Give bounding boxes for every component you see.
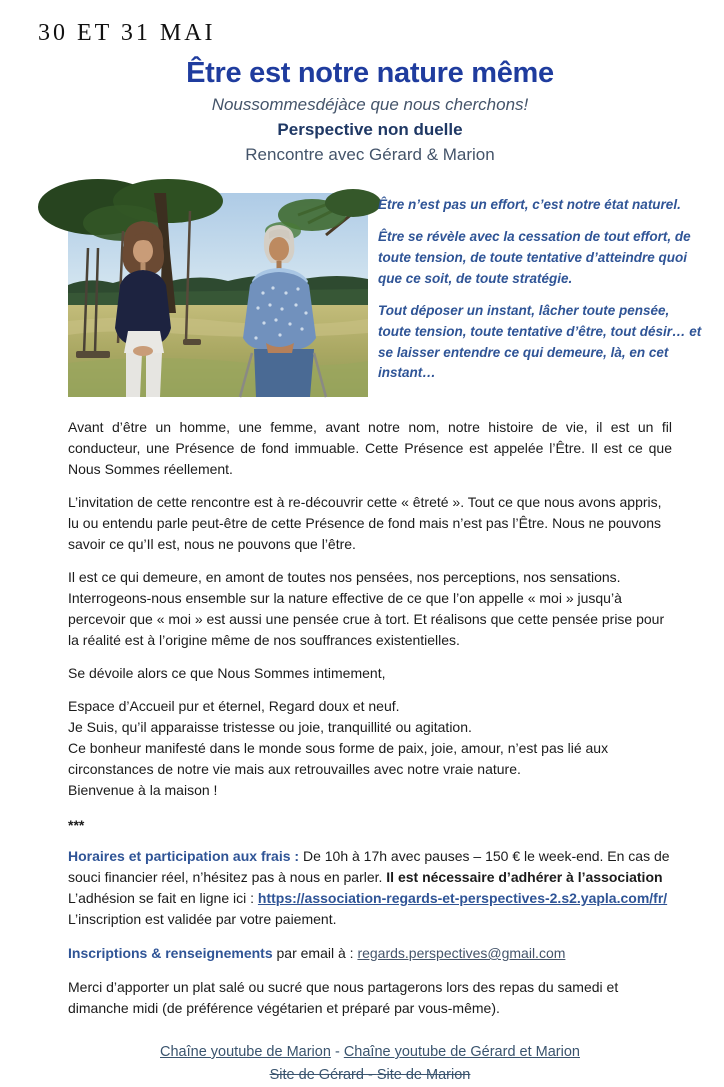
registration-prefix: par email à : — [272, 945, 358, 961]
body-paragraph-3-line-1: Il est ce qui demeure, en amont de toutes nos pensées, nos perceptions, nos sensations. — [68, 569, 621, 585]
subtitle-perspective: Perspective non duelle — [277, 120, 463, 139]
body-paragraph-5-line-1: Espace d’Accueil pur et éternel, Regard doux et neuf. — [68, 698, 400, 714]
site-marion-link[interactable]: Site de Marion — [376, 1067, 471, 1084]
body-paragraph-4: Se dévoile alors ce que Nous Sommes intimement, — [68, 665, 386, 681]
youtube-marion-link[interactable]: Chaîne youtube de Marion — [160, 1044, 331, 1060]
subtitle-tagline: Noussommesdéjàce que nous cherchons! — [211, 95, 529, 114]
registration-label: Inscriptions & renseignements — [68, 945, 273, 961]
link-separator: - — [363, 1067, 377, 1084]
body-paragraph-2: L’invitation de cette rencontre est à re-découvrir cette « êtreté ». Tout ce que nous avons appris, lu ou entendu parle peut-être de cette Présence de fond mais n’est pas l’Être. Nous ne pouvons savoir ce qu’Il est, nous ne pouvons que l’être. — [68, 494, 662, 552]
body-paragraph-5-line-3: Ce bonheur manifesté dans le monde sous forme de paix, joie, amour, n’est pas lié aux circonstances de notre vie mais aux retrouvailles avec notre vraie nature. — [68, 740, 609, 777]
quote-column — [378, 193, 702, 397]
youtube-links-line — [68, 1041, 672, 1064]
asterisk-separator: *** — [68, 817, 85, 833]
event-date: 30 ET 31 MAI — [38, 20, 216, 46]
quote-paragraph: Tout déposer un instant, lâcher toute pensée, toute tension, toute tentative d’être, tout désir… et se laisser entendre ce qui demeure, là, en cet instant… — [378, 302, 702, 381]
site-links-line — [68, 1064, 672, 1087]
body-paragraph-3-line-2: Interrogeons-nous ensemble sur la nature effective de ce que l’on appelle « moi » jusqu’à percevoir que « moi » est aussi une pensée crue à tort. Et réalisons que cette pensée prise pour la réalité est à l’origine même de nos souffrances existentielles. — [68, 590, 665, 648]
page-title: Être est notre nature même — [186, 57, 554, 89]
membership-required-note: Il est nécessaire d’adhérer à l’association — [386, 869, 663, 885]
quote-paragraph: Être se révèle avec la cessation de tout effort, de toute tension, de toute tentative d’atteindre quoi que ce soit, de toute stratégie. — [378, 228, 691, 286]
link-separator: - — [330, 1044, 344, 1060]
body-paragraph-3 — [68, 567, 672, 651]
payment-note: L’inscription est validée par votre paiement. — [68, 911, 337, 927]
site-gerard-link[interactable]: Site de Gérard — [269, 1067, 364, 1084]
schedule-label: Horaires et participation aux frais : — [68, 848, 300, 864]
body-paragraph-5 — [68, 696, 672, 801]
schedule-paragraph — [68, 846, 672, 930]
body-paragraph-1: Avant d’être un homme, une femme, avant notre nom, notre histoire de vie, il est un fil conducteur, une Présence de fond immuable. Cette Présence est appelée l’Être. Il est ce que Nous Sommes réellement. — [68, 419, 672, 477]
registration-paragraph — [68, 943, 672, 964]
body-section — [68, 417, 672, 836]
subtitle-hosts: Rencontre avec Gérard & Marion — [245, 145, 495, 164]
body-paragraph-5-line-4: Bienvenue à la maison ! — [68, 782, 218, 798]
hero-section — [68, 193, 702, 397]
info-section — [68, 846, 672, 1019]
membership-link[interactable]: https://association-regards-et-perspectives-2.s2.yapla.com/fr/ — [257, 890, 668, 906]
gerard-marion-photo — [68, 193, 368, 397]
membership-line — [68, 890, 667, 906]
membership-prefix: L’adhésion se fait en ligne ici : — [68, 890, 258, 906]
registration-email-link[interactable]: regards.perspectives@gmail.com — [357, 945, 566, 961]
photo-illustration — [68, 193, 368, 397]
quote-paragraph: Être n’est pas un effort, c’est notre état naturel. — [378, 197, 681, 212]
youtube-gerard-marion-link[interactable]: Chaîne youtube de Gérard et Marion — [343, 1044, 580, 1060]
meal-paragraph: Merci d’apporter un plat salé ou sucré que nous partagerons lors des repas du samedi et dimanche midi (de préférence végétarien et préparé par vous-même). — [68, 979, 619, 1016]
body-paragraph-5-line-2: Je Suis, qu’il apparaisse tristesse ou joie, tranquillité ou agitation. — [68, 719, 472, 735]
footer-links — [68, 1041, 672, 1087]
schedule-text: De 10h à 17h avec pauses – 150 € le week-end. En cas de souci financier réel, n’hésitez pas à nous en parler. — [68, 848, 670, 885]
